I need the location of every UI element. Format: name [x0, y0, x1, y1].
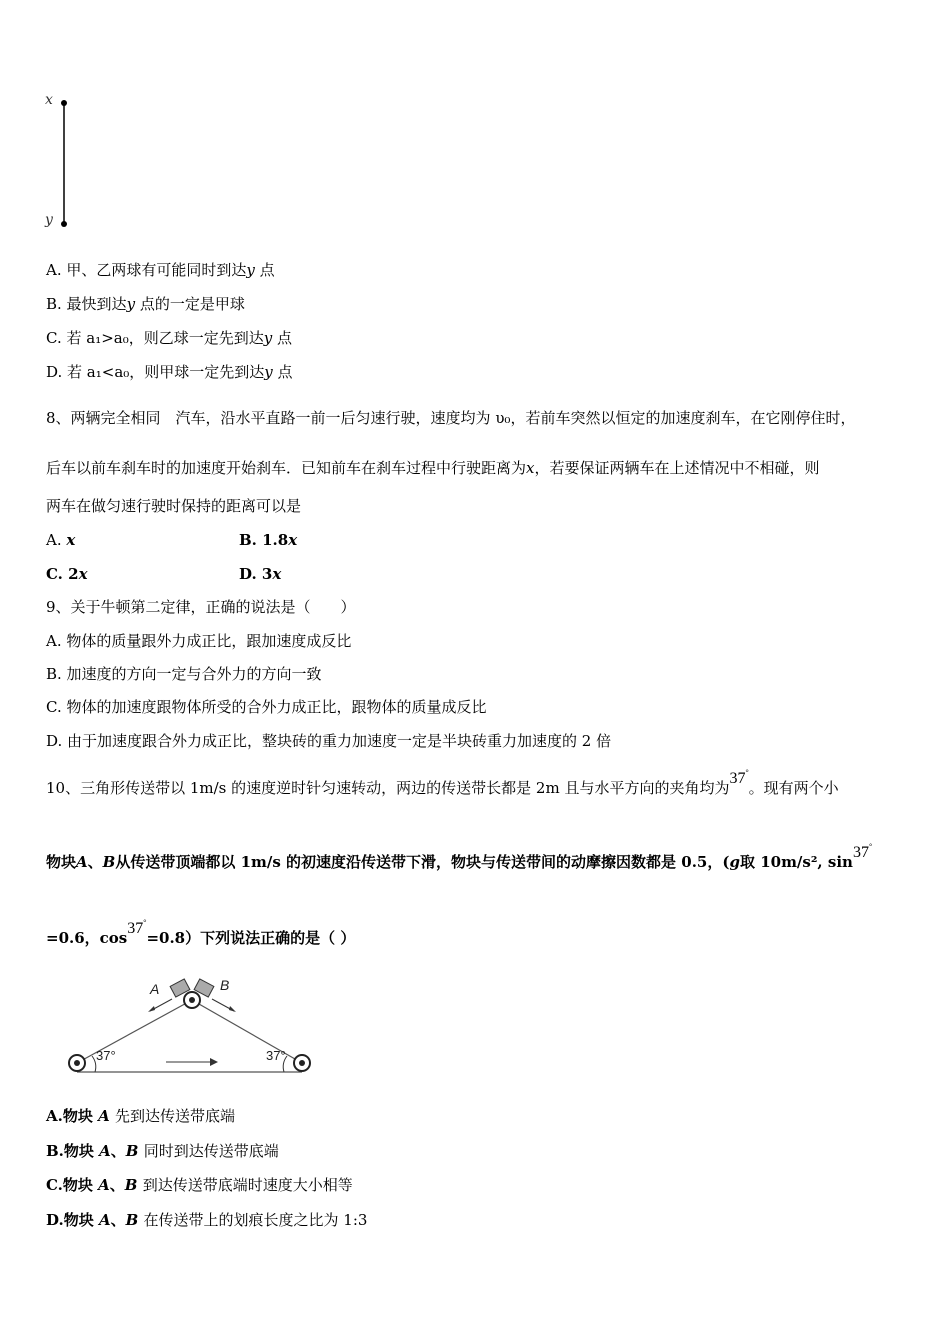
- xy-line-svg: [40, 92, 80, 232]
- q10-option-a: A.物块 A 先到达传送带底端: [46, 1107, 235, 1125]
- q9-option-d: D. 由于加速度跟合外力成正比，整块砖的重力加速度一定是半块砖重力加速度的 2 倍: [46, 732, 612, 750]
- q9-option-a: A. 物体的质量跟外力成正比，跟加速度成反比: [46, 632, 352, 650]
- point-x-label: x: [45, 92, 53, 108]
- q9-option-c: C. 物体的加速度跟物体所受的合外力成正比，跟物体的质量成反比: [46, 698, 487, 716]
- conveyor-belt-figure: [62, 972, 332, 1082]
- q10-stem-line3: =0.6，cos37°=0.8）下列说法正确的是（ ）: [46, 918, 356, 947]
- q8-options-row1: [46, 530, 546, 550]
- q8-option-b: B. 1.8x: [239, 531, 298, 549]
- q8-option-c: C. 2x: [46, 565, 88, 583]
- q10-option-c: C.物块 A、B 到达传送带底端时速度大小相等: [46, 1176, 353, 1194]
- q8-stem-line2: 后车以前车刹车时的加速度开始刹车．已知前车在刹车过程中行驶距离为x，若要保证两辆车在上述情况中不相碰，则: [46, 459, 820, 477]
- angle-right-label: 37°: [266, 1048, 286, 1063]
- figure-xy-line: [40, 92, 80, 232]
- label-a: A: [150, 981, 160, 997]
- point-y-label: y: [45, 212, 53, 228]
- q8-option-a: A. x: [46, 531, 76, 549]
- q10-stem-line1: 10、三角形传送带以 1m/s 的速度逆时针匀速转动，两边的传送带长都是 2m 且与水平方向的夹角均为37°。现有两个小: [46, 768, 839, 797]
- label-b: B: [220, 977, 230, 993]
- angle-37-cos: 37°: [127, 918, 147, 937]
- q7-option-a: A. 甲、乙两球有可能同时到达y 点: [46, 261, 275, 279]
- q7-option-d: D. 若 a₁<a₀，则甲球一定先到达y 点: [46, 363, 293, 381]
- q7-option-c: C. 若 a₁>a₀，则乙球一定先到达y 点: [46, 329, 292, 347]
- angle-left-label: 37°: [96, 1048, 116, 1063]
- q10-option-d: D.物块 A、B 在传送带上的划痕长度之比为 1:3: [46, 1211, 368, 1229]
- q8-options-row2: [46, 564, 546, 584]
- q8-stem-line3: 两车在做匀速行驶时保持的距离可以是: [46, 497, 302, 515]
- pulley-right-icon: [294, 1055, 310, 1071]
- q8-stem-line1: 8、两辆完全相同 汽车，沿水平直路一前一后匀速行驶，速度均为 υ₀，若前车突然以恒定的加速度刹车，在它刚停住时，: [46, 409, 856, 427]
- q8-option-d: D. 3x: [239, 565, 282, 583]
- q10-option-b: B.物块 A、B 同时到达传送带底端: [46, 1142, 279, 1160]
- q9-stem: 9、关于牛顿第二定律，正确的说法是（ ）: [46, 598, 356, 616]
- q7-option-b: B. 最快到达y 点的一定是甲球: [46, 295, 245, 313]
- pulley-top-icon: [184, 992, 200, 1008]
- q10-stem-line2: 物块A、B从传送带顶端都以 1m/s 的初速度沿传送带下滑，物块与传送带间的动摩擦因数都是 0.5，(g取 10m/s², sin37°: [46, 842, 873, 871]
- pulley-left-icon: [69, 1055, 85, 1071]
- q9-option-b: B. 加速度的方向一定与合外力的方向一致: [46, 665, 322, 683]
- angle-37: 37°: [729, 768, 749, 787]
- angle-37-sin: 37°: [852, 842, 873, 861]
